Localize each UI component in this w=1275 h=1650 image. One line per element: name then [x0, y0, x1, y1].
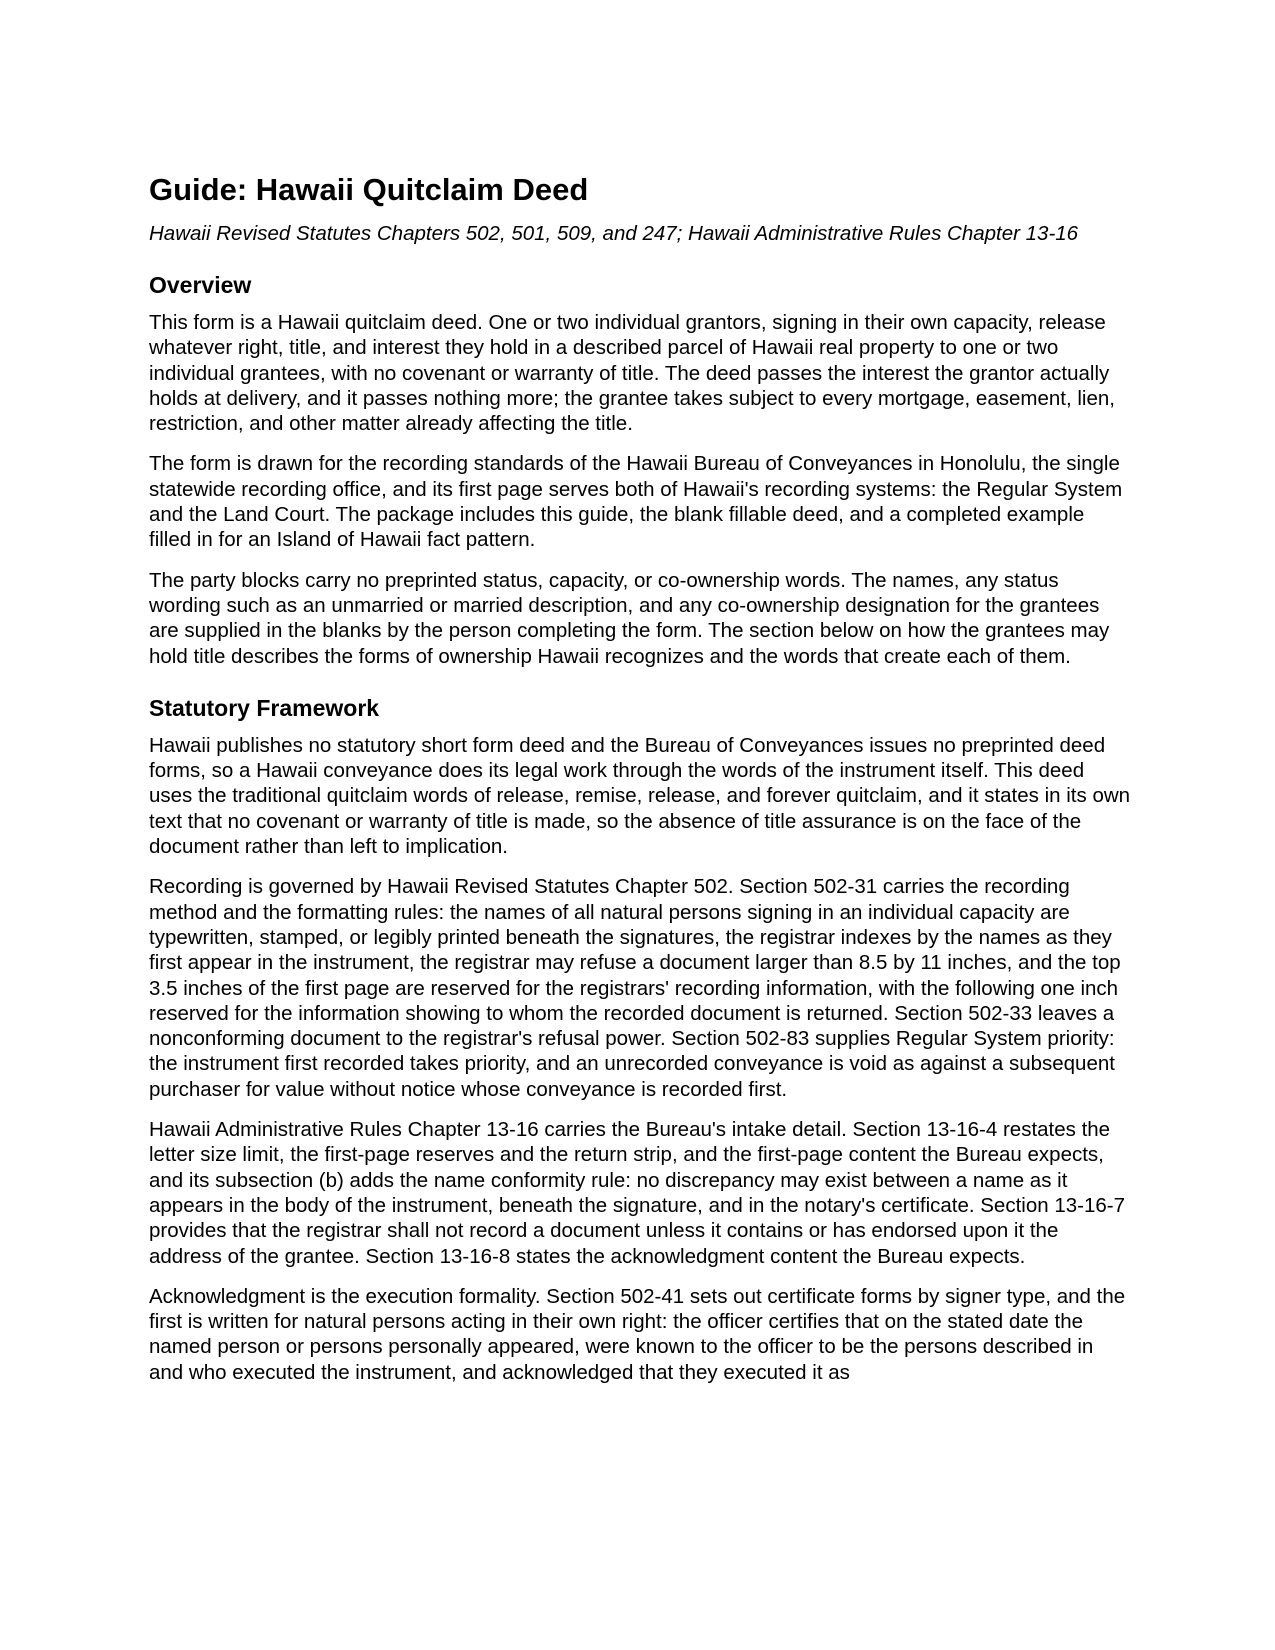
document-page: [149, 170, 1131, 1385]
overview-paragraph-3: The party blocks carry no preprinted status, capacity, or co-ownership words. The names, any status wording such as an unmarried or married description, and any co-ownership designation for the grantees are supplied in the blanks by the person completing the form. The section below on how the grantees may hold title describes the forms of ownership Hawaii recognizes and the words that create each of them.: [149, 568, 1110, 668]
statutory-paragraph-1: Hawaii publishes no statutory short form deed and the Bureau of Conveyances issues no preprinted deed forms, so a Hawaii conveyance does its legal work through the words of the instrument itself. This deed uses the traditional quitclaim words of release, remise, release, and forever quitclaim, and it states in its own text that no covenant or warranty of title is made, so the absence of title assurance is on the face of the document rather than left to implication.: [149, 733, 1131, 859]
statutory-paragraph-4: Acknowledgment is the execution formality. Section 502-41 sets out certificate forms by signer type, and the first is written for natural persons acting in their own right: the officer certifies that on the stated date the named person or persons personally appeared, were known to the officer to be the persons described in and who executed the instrument, and acknowledged that they executed it as: [149, 1284, 1126, 1384]
section-heading-statutory-framework: Statutory Framework: [149, 694, 380, 721]
statutory-paragraph-3: Hawaii Administrative Rules Chapter 13-16 carries the Bureau's intake detail. Section 13-16-4 restates the letter size limit, the first-page reserves and the return strip, and the first-page content the Bureau expects, and its subsection (b) adds the name conformity rule: no discrepancy may exist between a name as it appears in the body of the instrument, beneath the signature, and in the notary's certificate. Section 13-16-7 provides that the registrar shall not record a document unless it contains or has endorsed upon it the address of the grantee. Section 13-16-8 states the acknowledgment content the Bureau expects.: [149, 1118, 1125, 1268]
section-heading-overview: Overview: [149, 272, 252, 298]
statutory-paragraph-2: Recording is governed by Hawaii Revised Statutes Chapter 502. Section 502-31 carries the recording method and the formatting rules: the names of all natural persons signing in an individual capacity are typewritten, stamped, or legibly printed beneath the signatures, the registrar indexes by the names as they first appear in the instrument, the registrar may refuse a document larger than 8.5 by 11 inches, and the top 3.5 inches of the first page are reserved for the registrars' recording information, with the following one inch reserved for the information showing to whom the recorded document is returned. Section 502-33 leaves a nonconforming document to the registrar's refusal power. Section 502-83 supplies Regular System priority: the instrument first recorded takes priority, and an unrecorded conveyance is void as against a subsequent purchaser for value without notice whose conveyance is recorded first.: [149, 875, 1121, 1101]
overview-paragraph-1: This form is a Hawaii quitclaim deed. One or two individual grantors, signing in their own capacity, release whatever right, title, and interest they hold in a described parcel of Hawaii real property to one or two individual grantees, with no covenant or warranty of title. The deed passes the interest the grantor actually holds at delivery, and it passes nothing more; the grantee takes subject to every mortgage, easement, lien, restriction, and other matter already affecting the title.: [149, 311, 1115, 436]
overview-paragraph-2: The form is drawn for the recording standards of the Hawaii Bureau of Conveyances in Honolulu, the single statewide recording office, and its first page serves both of Hawaii's recording systems: the Regular System and the Land Court. The package includes this guide, the blank fillable deed, and a completed example filled in for an Island of Hawaii fact pattern.: [149, 452, 1123, 552]
document-subtitle: Hawaii Revised Statutes Chapters 502, 501, 509, and 247; Hawaii Administrative Rules Chapter 13-16: [149, 222, 1079, 245]
document-title: Guide: Hawaii Quitclaim Deed: [149, 172, 589, 207]
